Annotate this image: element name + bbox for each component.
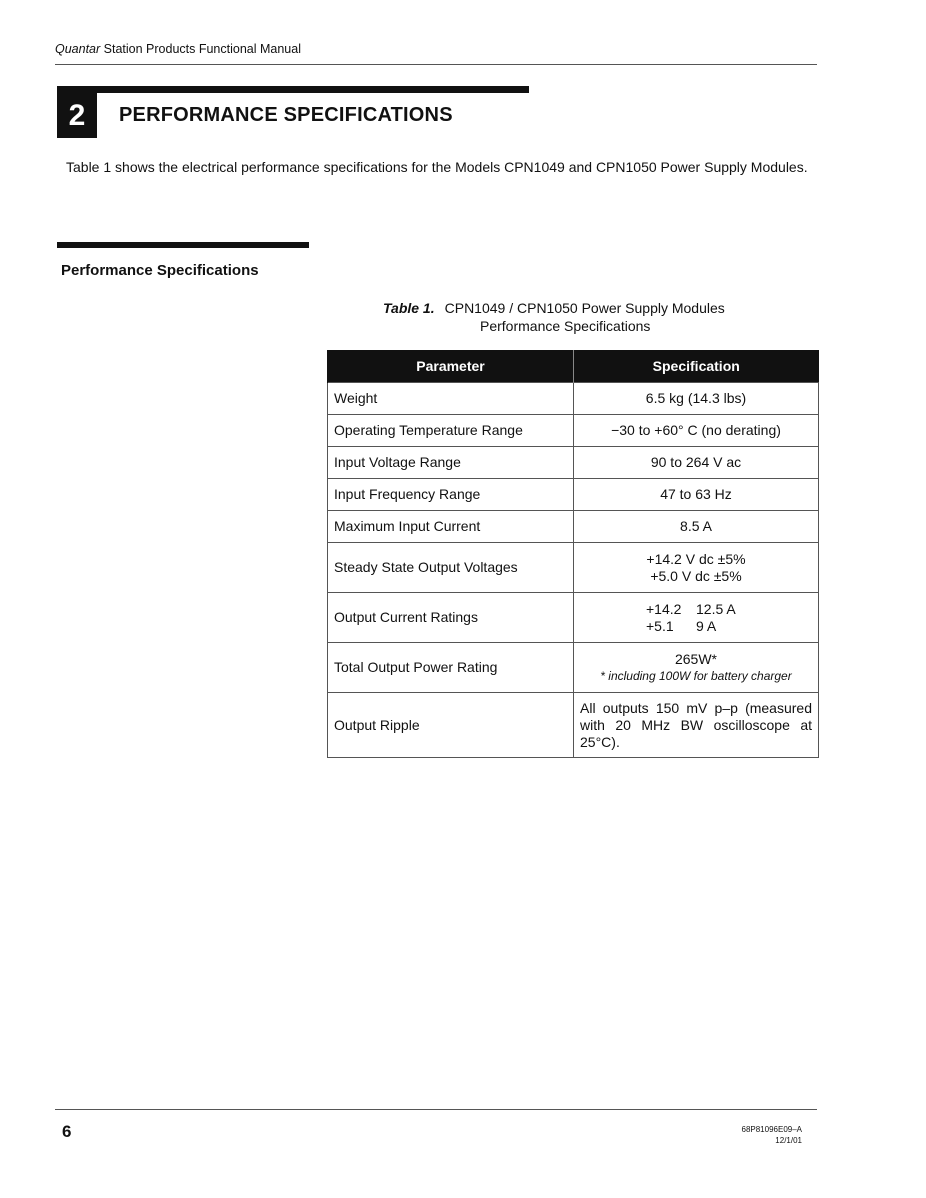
header-parameter: Parameter [328, 350, 574, 383]
spec-cell: All outputs 150 mV p–p (measured with 20 MHz BW oscilloscope at 25°C). [574, 693, 819, 758]
document-id: 68P81096E09–A [741, 1125, 802, 1134]
param-cell: Input Frequency Range [328, 479, 574, 511]
table-row [328, 693, 819, 758]
document-date: 12/1/01 [775, 1136, 802, 1145]
spec-table [327, 350, 819, 758]
spec-cell [574, 643, 819, 693]
spec-cell: 6.5 kg (14.3 lbs) [574, 383, 819, 415]
spec-cell [574, 543, 819, 593]
spec-cell: 8.5 A [574, 511, 819, 543]
current-amps-1: 12.5 A [696, 600, 736, 617]
power-rating-note: * including 100W for battery charger [600, 668, 792, 683]
table-caption-label: Table 1. [383, 300, 435, 316]
voltage-line-2: +5.0 V dc ±5% [650, 567, 742, 584]
chapter-rule [57, 86, 529, 93]
param-cell: Total Output Power Rating [328, 643, 574, 693]
param-cell: Steady State Output Voltages [328, 543, 574, 593]
current-amps-2: 9 A [696, 617, 717, 634]
header-manual-title: Station Products Functional Manual [100, 42, 301, 56]
table-caption [383, 299, 823, 335]
param-cell: Operating Temperature Range [328, 415, 574, 447]
table-row [328, 593, 819, 643]
page-number: 6 [62, 1122, 72, 1141]
table-row [328, 479, 819, 511]
param-cell: Input Voltage Range [328, 447, 574, 479]
param-cell: Output Current Ratings [328, 593, 574, 643]
table-header-row [328, 350, 819, 383]
current-voltage-1: +14.2 [646, 600, 682, 617]
param-cell: Output Ripple [328, 693, 574, 758]
spec-cell: −30 to +60° C (no derating) [574, 415, 819, 447]
running-header [55, 42, 301, 56]
spec-cell: 90 to 264 V ac [574, 447, 819, 479]
table-row [328, 447, 819, 479]
table-row [328, 415, 819, 447]
intro-paragraph: Table 1 shows the electrical performance specifications for the Models CPN1049 and CPN1050 Power Supply Modules. [66, 159, 808, 175]
footer-divider [55, 1109, 817, 1110]
table-row [328, 383, 819, 415]
header-product-name: Quantar [55, 42, 101, 56]
document-number [742, 1124, 803, 1146]
param-cell: Maximum Input Current [328, 511, 574, 543]
chapter-number-badge: 2 [57, 93, 97, 138]
spec-cell: 47 to 63 Hz [574, 479, 819, 511]
table-row [328, 543, 819, 593]
table-row [328, 511, 819, 543]
section-title: Performance Specifications [61, 262, 259, 279]
param-cell: Weight [328, 383, 574, 415]
current-ratings-grid [646, 601, 746, 635]
table-caption-line1: CPN1049 / CPN1050 Power Supply Modules [444, 300, 725, 316]
voltage-line-1: +14.2 V dc ±5% [646, 550, 746, 567]
table-row [328, 643, 819, 693]
table-caption-line2: Performance Specifications [480, 318, 651, 334]
header-divider [55, 64, 817, 65]
section-rule [57, 242, 309, 248]
power-rating-value: 265W* [674, 650, 718, 667]
chapter-title: PERFORMANCE SPECIFICATIONS [119, 104, 453, 126]
spec-cell [574, 593, 819, 643]
current-voltage-2: +5.1 [646, 617, 674, 634]
header-specification: Specification [574, 350, 819, 383]
